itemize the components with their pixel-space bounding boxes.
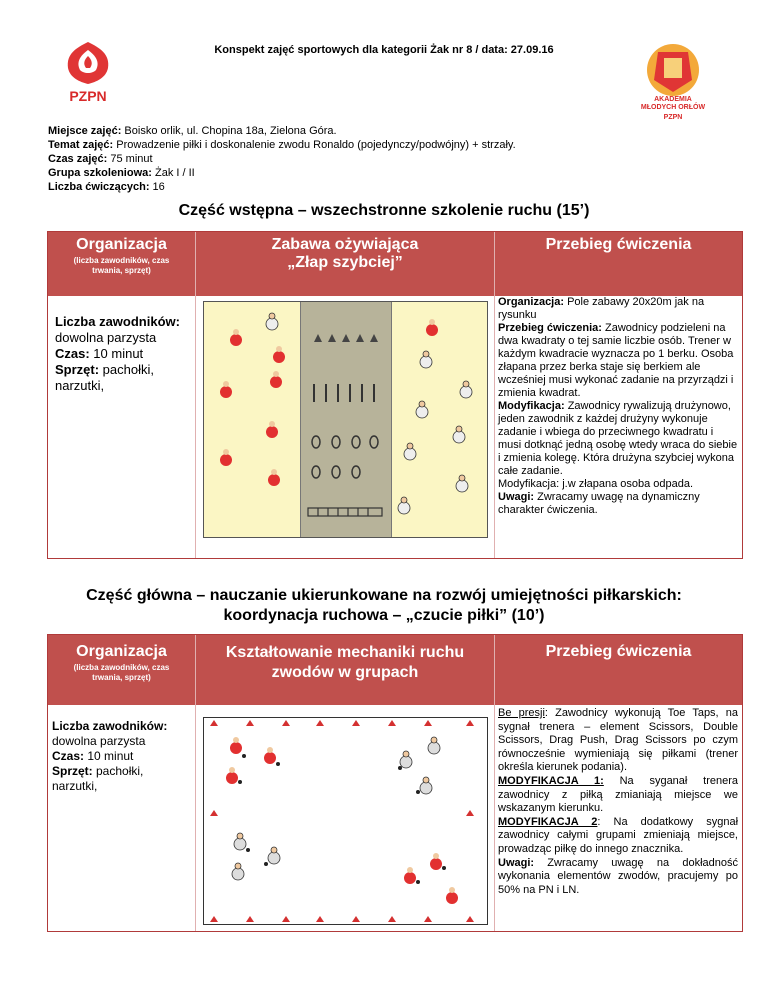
meta-place: Miejsce zajęć: Boisko orlik, ul. Chopina 18a, Zielona Góra. [48,125,337,137]
s1-exercise-description [498,296,738,517]
meta-group: Grupa szkoleniowa: Żak I / II [48,167,195,179]
akademia-logo [636,40,710,130]
akademia-line2: MŁODYCH ORŁÓW [640,104,706,111]
s1-para-modyfikacja: Modyfikacja: Zawodnicy rywalizują drużynowo, jeden zawodnik z każdej drużyny wykonuje zadanie i wbiega do przeciwnego kwadratu i musi dotknąć jedną osobę wtedy wraca do siebie i zmienia kolegę. Która drużyna szybciej wykona całe zadanie. [498,400,738,477]
lesson-meta [48,124,516,194]
section1-table [47,231,743,559]
s1-col1-sub: (liczba zawodników, czas trwania, sprzęt) [73,256,170,275]
s1-col1-title: Organizacja [76,236,167,253]
s2-para-mod1: MODYFIKACJA 1: Na syganał trenera zawodnicy z piłką zmianiają miejsce we wskazanym kierunku. [498,774,738,815]
section2-table [47,634,743,932]
akademia-line3: PZPN [663,114,683,121]
section2-title: Część główna – nauczanie ukierunkowane na rozwój umiejętności piłkarskich: koordynacja ruchowa – „czucie piłki” (10’) [86,587,682,624]
s2-organization-left: Liczba zawodników: dowolna parzysta Czas: 10 minut Sprzęt: pachołki, narzutki, [52,719,168,793]
meta-time: Czas zajęć: 75 minut [48,153,153,165]
s1-col2-title: Zabawa ożywiająca „Złap szybciej” [271,236,419,271]
section1-title: Część wstępna – wszechstronne szkolenie ruchu (15’) [178,202,590,219]
meta-topic: Temat zajęć: Prowadzenie piłki i doskonalenie zwodu Ronaldo (pojedynczy/podwójny) + strzały. [48,139,516,151]
s2-col1-sub: (liczba zawodników, czas trwania, sprzęt) [73,663,170,682]
s2-col3-title: Przebieg ćwiczenia [545,643,692,660]
s1-para-organizacja: Organizacja: Pole zabawy 20x20m jak na rysunku [498,296,705,321]
section2-header [48,635,742,705]
s2-para-mod2: MODYFIKACJA 2: Na dodatkowy sygnał zawodnicy całymi grupami zmieniają miejsce, prowadząc piłkę do innego znacznika. [498,815,739,855]
section1-header [48,232,742,296]
s1-para-przebieg: Przebieg ćwiczenia: Zawodnicy podzieleni na dwa kwadraty o tej samie liczbie osób. Trener w każdym kwadracie wyznacza po 1 berku. Osoba złapana przez berka staje się berkiem ale wcześniej musi wykonać zadanie na przyrządzi i zmienia kwadrat. [498,322,734,399]
s1-field-diagram [203,301,488,538]
s2-para-bez-presji: Be presji: Zawodnicy wykonują Toe Taps, na sygnał trenera – element Scissors, Double Scissors, Drag Push, Drag Scissors po czym równocześnie wymieniają się piłkami (trener określa kierunek podania). [498,707,738,774]
s1-col3-title: Przebieg ćwiczenia [545,236,692,253]
document-title: Konspekt zajęć sportowych dla kategorii Żak nr 8 / data: 27.09.16 [214,44,554,56]
s2-exercise-description [498,707,738,897]
s2-para-uwagi: Uwagi: Zwracamy uwagę na dokładność wykonania elementów zwodów, pracujemy po 50% na PN i LN. [498,856,738,896]
pzpn-logo-text: PZPN [69,88,107,104]
s2-col2-title: Kształtowanie mechaniki ruchu zwodów w grupach [225,644,465,681]
s1-para-uwagi: Uwagi: Zwracamy uwagę na dynamiczny charakter ćwiczenia. [498,491,700,516]
s1-para-modyfikacja2: Modyfikacja: j.w złapana osoba odpada. [498,478,694,490]
s2-col1-title: Organizacja [76,643,167,660]
akademia-line1: AKADEMIA [654,96,692,103]
s1-organization-left: Liczba zawodników: dowolna parzysta Czas: 10 minut Sprzęt: pachołki, narzutki, [55,314,180,393]
pzpn-logo [58,38,118,108]
s2-field-diagram [203,717,488,925]
meta-count: Liczba ćwiczących: 16 [48,181,165,193]
